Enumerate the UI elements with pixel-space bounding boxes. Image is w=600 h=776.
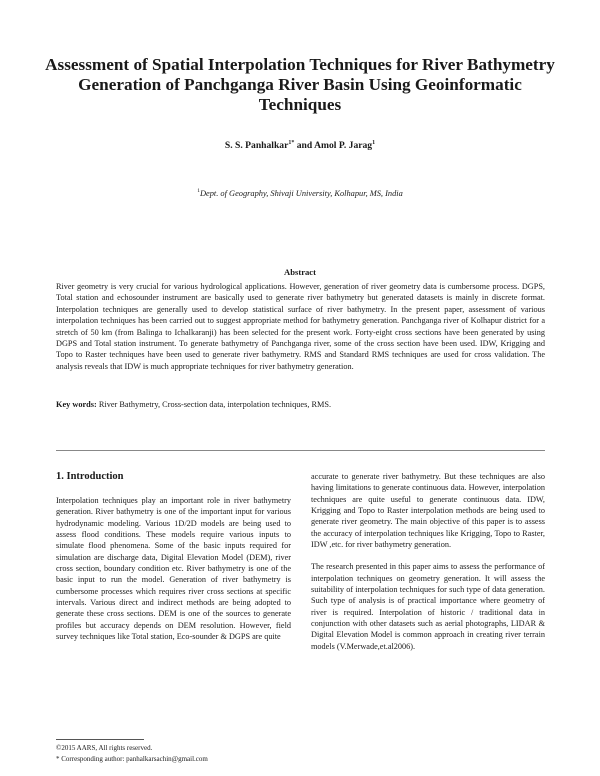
copyright-note: ©2015 AARS, All rights reserved.	[56, 744, 153, 752]
column-left	[56, 495, 291, 642]
column-right	[311, 471, 545, 652]
section-divider	[56, 450, 545, 451]
affiliation	[0, 188, 600, 198]
author-1-name: S. S. Panhalkar	[224, 140, 289, 152]
corresponding-author-note: * Corresponding author: panhalkarsachin@gmail.com	[56, 754, 208, 763]
introduction-heading: 1. Introduction	[56, 471, 124, 482]
footnotes	[56, 743, 356, 764]
author-2-sup: 1	[372, 140, 376, 146]
affiliation-text: Dept. of Geography, Shivaji University, Kolhapur, MS, India	[199, 188, 403, 198]
intro-paragraph-1: Interpolation techniques play an important role in river bathymetry generation. River bathymetry is one of the important input for various hydrodynamic modeling. Various 1D/2D models are being used to assess flood conditions. These models require various inputs to simulate flood phenomena. Some of the basic inputs required for simulation are discharge data, Digital Elevation Model (DEM), river cross section, boundary condition etc. River bathymetry is one of the basic input to run the model. Generation of river bathymetry is cumbersome processes which requires river cross sections at specific intervals. Various direct and indirect methods are being adopted to generate these cross sections. DEM is one of the sources to generate profiles but accuracy depends on DEM resolution. However, field survey techniques like Total station, Eco-sounder & DGPS are quite	[56, 496, 291, 642]
intro-paragraph-2: accurate to generate river bathymetry. But these techniques are also having limitations to generate continuous data. However, interpolation techniques are quite useful to generate continuous data. IDW, Krigging and Topo to Raster interpolation methods are being used to generate river geometry. The main objective of this paper is to assess the accuracy of interpolation techniques like Krigging, Topo to Raster, IDW ,etc. for river bathymetry generation.	[311, 472, 545, 550]
author-line	[0, 140, 600, 151]
keywords-text: River Bathymetry, Cross-section data, interpolation techniques, RMS.	[96, 400, 332, 409]
abstract-body: River geometry is very crucial for various hydrological applications. However, generation of river geometry data is cumbersome process. DGPS, Total station and echosounder instrument are basically used to generate river bathymetry but generated datasets is mainly in discrete format. Interpolation techniques are generally used to develop statistical surface of river bathymetry. In the present paper, assessment of various interpolation techniques has been carried out to suggest appropriate method for bathymetry generation. Panchganga river of Kolhapur district for a stretch of 50 km (from Balinga to Ichalkaranji) has been selected for the present work. Forty-eight cross sections have been generated by using DGPS and Total station instrument. To generate bathymetry of Panchganga river, some of the cross section have been used. IDW, Krigging and Topo to Raster techniques have been used to generate river bathymetry. RMS and Standard RMS techniques are used for cross validation. The analysis reveals that IDW is much appropriate techniques for river bathymetry generation.	[56, 282, 545, 371]
intro-paragraph-3: The research presented in this paper aims to assess the performance of interpolation techniques on geometry generation. It will assess the suitability of interpolation techniques for such type of data generation. Such type of analysis is of practical importance where geometry of river is required. Interpolation of historic / traditional data in conjunction with other datasets such as aerial photographs, LIDAR & Digital Elevation Model is common approach in creating river terrain models (V.Merwade,et.al2006).	[311, 562, 545, 651]
paper-title: Assessment of Spatial Interpolation Techniques for River Bathymetry Generation of Panchganga River Basin Using Geoinformatic Techniques	[45, 55, 555, 114]
keywords-label: Key words:	[56, 400, 97, 409]
author-1-sup: 1*	[288, 140, 295, 146]
affiliation-sup: 1	[197, 188, 200, 194]
keywords	[56, 400, 545, 409]
footnote-rule	[56, 739, 144, 740]
abstract-heading: Abstract	[284, 267, 316, 277]
author-2-name: Amol P. Jarag	[314, 140, 373, 152]
author-joiner: and	[294, 140, 315, 152]
